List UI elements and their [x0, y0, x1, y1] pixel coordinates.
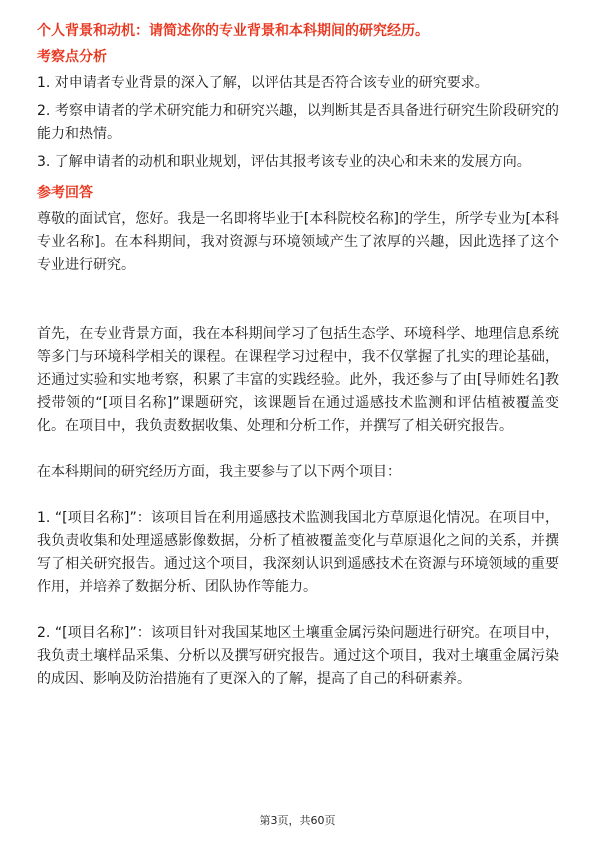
- answer-paragraph-background: 首先，在专业背景方面，我在本科期间学习了包括生态学、环境科学、地理信息系统等多门与环境科学相关的课程。在课程学习过程中，我不仅掌握了扎实的理论基础，还通过实验和实地考察，积累了丰富的实践经验。此外，我还参与了由[导师姓名]教授带领的“[项目名称]”课题研究，该课题旨在通过遥感技术监测和评估植被覆盖变化。在项目中，我负责数据收集、处理和分析工作，并撰写了相关研究报告。: [37, 326, 559, 434]
- analysis-list: [37, 72, 559, 174]
- analysis-item: 1. 对申请者专业背景的深入了解，以评估其是否符合该专业的研究要求。: [37, 75, 489, 91]
- answer-heading: 参考回答: [37, 185, 93, 201]
- page-number: 第3页，共60页: [259, 814, 336, 827]
- analysis-item: 2. 考察申请者的学术研究能力和研究兴趣，以判断其是否具备进行研究生阶段研究的能力和热情。: [37, 103, 559, 142]
- answer-paragraph-intro: 尊敬的面试官，您好。我是一名即将毕业于[本科院校名称]的学生，所学专业为[本科专业名称]。在本科期间，我对资源与环境领域产生了浓厚的兴趣，因此选择了这个专业进行研究。: [37, 211, 559, 273]
- analysis-item: 3. 了解申请者的动机和职业规划，评估其报考该专业的决心和未来的发展方向。: [37, 154, 531, 170]
- answer-paragraph-project-2: 2. “[项目名称]”：该项目针对我国某地区土壤重金属污染问题进行研究。在项目中，我负责土壤样品采集、分析以及撰写研究报告。通过这个项目，我对土壤重金属污染的成因、影响及防治措施有了更深入的了解，提高了自己的科研素养。: [37, 625, 559, 687]
- document-page: [37, 20, 559, 691]
- answer-paragraph-project-1: 1. “[项目名称]”：该项目旨在利用遥感技术监测我国北方草原退化情况。在项目中，我负责收集和处理遥感影像数据，分析了植被覆盖变化与草原退化之间的关系，并撰写了相关研究报告。通过这个项目，我深刻认识到遥感技术在资源与环境领域的重要作用，并培养了数据分析、团队协作等能力。: [37, 510, 559, 595]
- analysis-heading: 考察点分析: [37, 49, 107, 65]
- question-title: 个人背景和动机：请简述你的专业背景和本科期间的研究经历。: [37, 23, 429, 39]
- answer-paragraph-research-intro: 在本科期间的研究经历方面，我主要参与了以下两个项目：: [37, 464, 401, 480]
